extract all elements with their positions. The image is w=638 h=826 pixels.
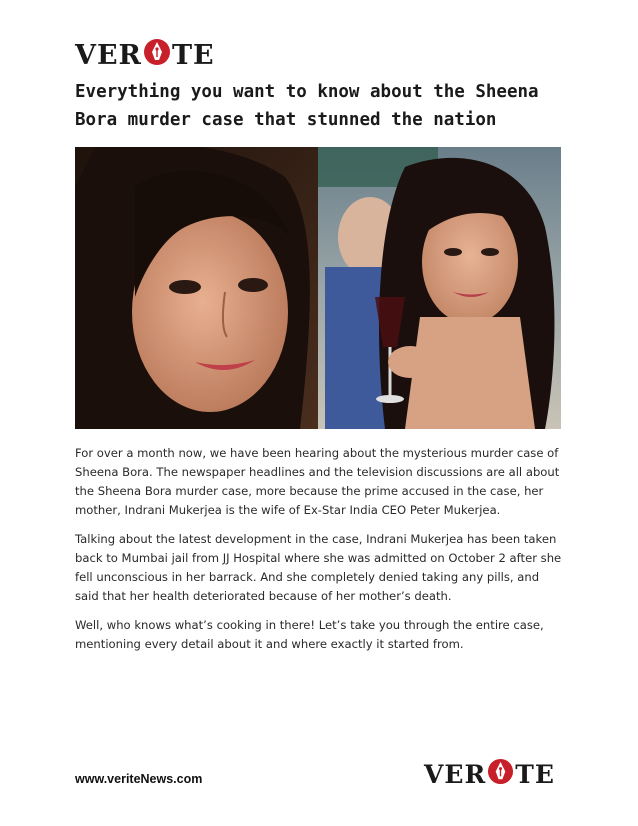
article-photo (75, 147, 561, 429)
article-body (75, 444, 565, 664)
logo-text-left: VER (424, 760, 487, 789)
article-title: Everything you want to know about the Sheena Bora murder case that stunned the nation (75, 82, 539, 130)
logo-text-right: TE (171, 40, 215, 71)
logo-text-right: TE (515, 760, 555, 789)
paragraph: Well, who knows what’s cooking in there! Let’s take you through the entire case, mentioning every detail about it and where exactly it started from. (75, 618, 544, 651)
paragraph: Talking about the latest development in the case, Indrani Mukerjea has been taken back to Mumbai jail from JJ Hospital where she was admitted on October 2 after she fell unconscious in her barrack. And she completely denied taking any pills, and said that her health deteriorated because of her mother’s death. (75, 532, 562, 603)
paragraph: For over a month now, we have been hearing about the mysterious murder case of Sheena Bora. The newspaper headlines and the television discussions are all about the Sheena Bora murder case, more because the prime accused in the case, her mother, Indrani Mukerjea is the wife of Ex-Star India CEO Peter Mukerjea. (75, 446, 560, 517)
fountain-pen-nib-icon (487, 758, 514, 791)
header-logo (75, 38, 215, 73)
footer-logo (424, 758, 555, 791)
logo-text-left: VER (75, 40, 142, 71)
footer-url[interactable]: www.veriteNews.com (75, 772, 203, 786)
fountain-pen-nib-icon (143, 38, 171, 73)
